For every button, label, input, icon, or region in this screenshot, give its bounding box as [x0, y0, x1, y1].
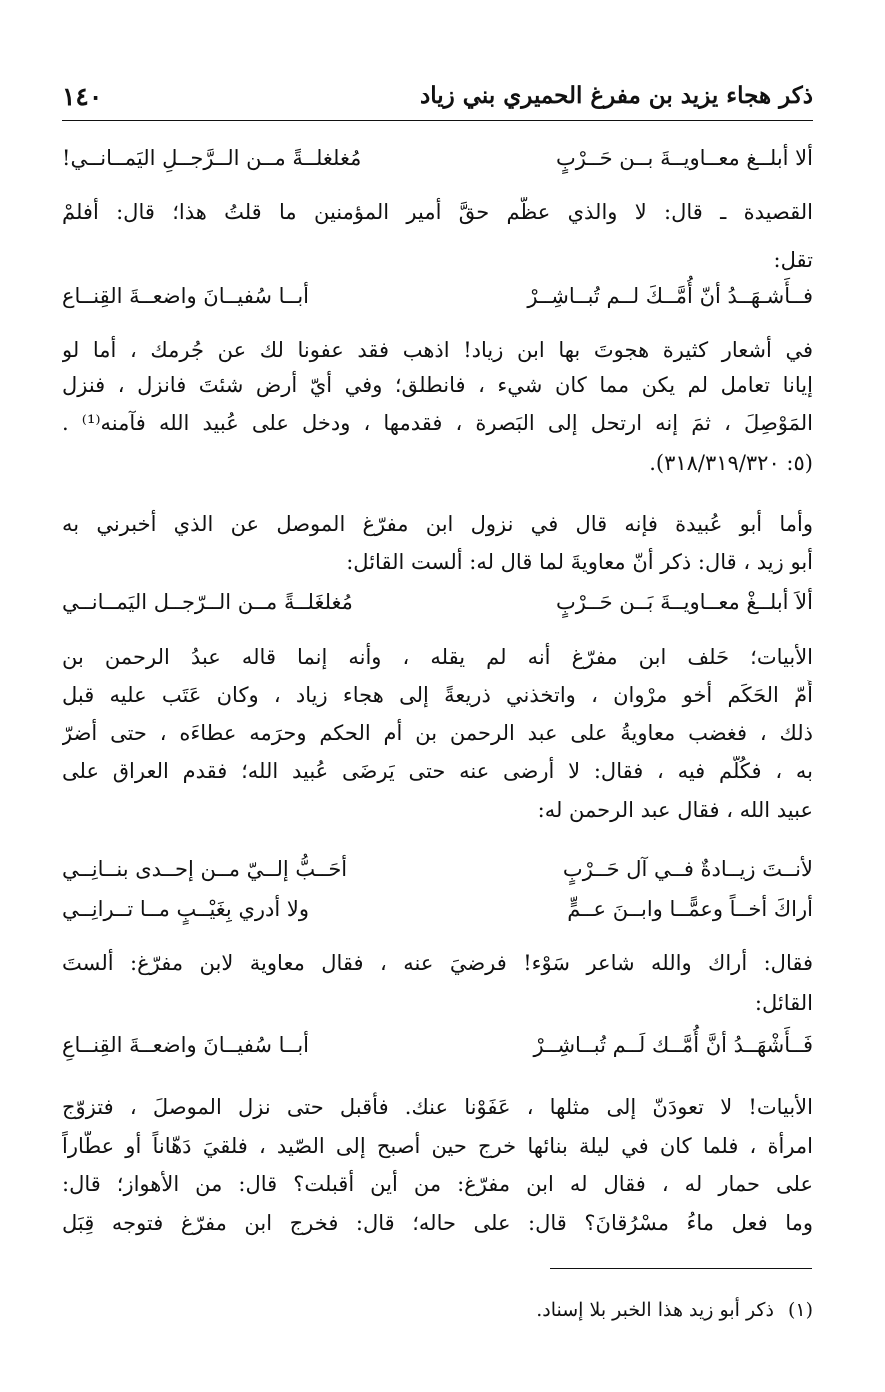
text-line: في أشعار كثيرة هجوتَ بها ابن زياد! اذهب فقد عفونا لك عن جُرمك ، أما لو [62, 338, 813, 362]
verse [62, 1030, 813, 1060]
text-line: ذلك ، فغضب معاويةُ على عبد الرحمن بن أم الحكم وحرَمه عطاءَه ، حتى أضرّ [62, 721, 813, 745]
verse-first-hemistich: لأنــتَ زيــادةٌ فــي آل حَــرْبٍ [562, 857, 813, 881]
footnote-text: ذكر أبو زيد هذا الخبر بلا إسناد. [536, 1299, 774, 1321]
text-line: القصيدة ـ قال: لا والذي عظَّم حقَّ أمير المؤمنين ما قلتُ هذا؛ قال: أفلمْ [62, 200, 813, 224]
verse [62, 281, 813, 311]
verse-first-hemistich: ألاَ أبلــغْ معــاويــةَ بَــن حَــرْبٍ [555, 590, 813, 614]
text-line: أُمّ الحَكَم أخو مرْوان ، واتخذني ذريعةً إلى هجاء زياد ، وكان عَتَب عليه قبل [62, 683, 813, 707]
verse-second-hemistich: أبــا سُفيــانَ واضعــةَ القِنــاعِ [62, 1033, 310, 1057]
verse [62, 587, 813, 617]
verse-first-hemistich: فــأَشـهَــدُ أنّ أُمَّــكَ لــم تُبــاشِــرْ [527, 284, 813, 308]
verse-second-hemistich: مُغلغلــةً مــن الــرَّجــلِ اليَمــانــي! [62, 146, 362, 170]
text-line: أبو زيد ، قال: ذكر أنّ معاويةَ لما قال له: ألست القائل: [346, 550, 813, 574]
text-line: تقل: [773, 248, 813, 272]
text-line: به ، فكُلّم فيه ، فقال: لا أرضى عنه حتى يَرضَى عُبيد الله؛ فقدم العراق على [62, 759, 813, 783]
header-title: ذكر هجاء يزيد بن مفرغ الحميري بني زياد [419, 82, 813, 109]
verse-first-hemistich: أراكَ أخــاً وعمًّــا وابــنَ عــمٍّ [567, 897, 813, 921]
footnote [62, 1296, 813, 1324]
verse-second-hemistich: ولا أدري بِغَيْــبٍ مــا تــرانِــي [62, 897, 309, 921]
verse-second-hemistich: مُغلغَلــةً مــن الــرّجــل اليَمــانــي [62, 590, 353, 614]
verse [62, 894, 813, 924]
text-line: وأما أبو عُبيدة فإنه قال في نزول ابن مفرّغ الموصل عن الذي أخبرني به [62, 512, 813, 536]
text-line: امرأة ، فلما كان في ليلة بنائها خرج حين أصبح إلى الصّيد ، فلقيَ دَهّاناً أو عطّاراً [62, 1134, 813, 1158]
text-line: الأبيات! لا تعودَنّ إلى مثلها ، عَفَوْنا عنك. فأقبل حتى نزل الموصلَ ، فتزوّج [62, 1095, 813, 1119]
text-line: على حمار له ، فقال له ابن مفرّغ: من أين أقبلت؟ قال: من الأهواز؛ قال: [62, 1172, 813, 1196]
verse-first-hemistich: فَــأَشْهَــدُ أنَّ أُمَّــك لَــم تُبــاشِــرْ [533, 1033, 813, 1057]
citation: (٥: ٣١٨/٣١٩/٣٢٠). [649, 451, 813, 475]
text-line: الأبيات؛ حَلف ابن مفرّغ أنه لم يقله ، وأنه إنما قاله عبدُ الرحمن بن [62, 645, 813, 669]
text-line: إيانا تعامل لم يكن مما كان شيء ، فانطلق؛ وفي أيّ أرض شئتَ فانزل ، فنزل [62, 373, 813, 397]
text-line: وما فعل ماءُ مسْرُقانَ؟ قال: على حاله؛ قال: فخرج ابن مفرّغ فتوجه قِبَل [62, 1211, 813, 1235]
text-line: فقال: أراك والله شاعر سَوْء! فرضيَ عنه ، فقال معاوية لابن مفرّغ: ألستَ [62, 951, 813, 975]
text-line: القائل: [754, 991, 813, 1015]
header-rule [62, 120, 813, 121]
verse-first-hemistich: ألا أبلــغ معــاويــةَ بــن حَــرْبٍ [555, 146, 813, 170]
verse-second-hemistich: أبــا سُفيــانَ واضعــةَ القِنــاع [62, 284, 310, 308]
running-header [62, 82, 813, 114]
text-line: المَوْصِلَ ، ثمَ إنه ارتحل إلى البَصرة ، فقدمها ، ودخل على عُبيد الله فآمنه⁽¹⁾ . [62, 411, 813, 435]
verse-second-hemistich: أحَــبُّ إلــيّ مــن إحــدى بنــانِــي [62, 857, 348, 881]
text-line: عبيد الله ، فقال عبد الرحمن له: [537, 798, 813, 822]
verse [62, 854, 813, 884]
page-number: ١٤٠ [62, 82, 103, 111]
footnote-number: (١) [787, 1299, 813, 1321]
verse [62, 143, 813, 173]
footnote-rule [550, 1268, 812, 1269]
